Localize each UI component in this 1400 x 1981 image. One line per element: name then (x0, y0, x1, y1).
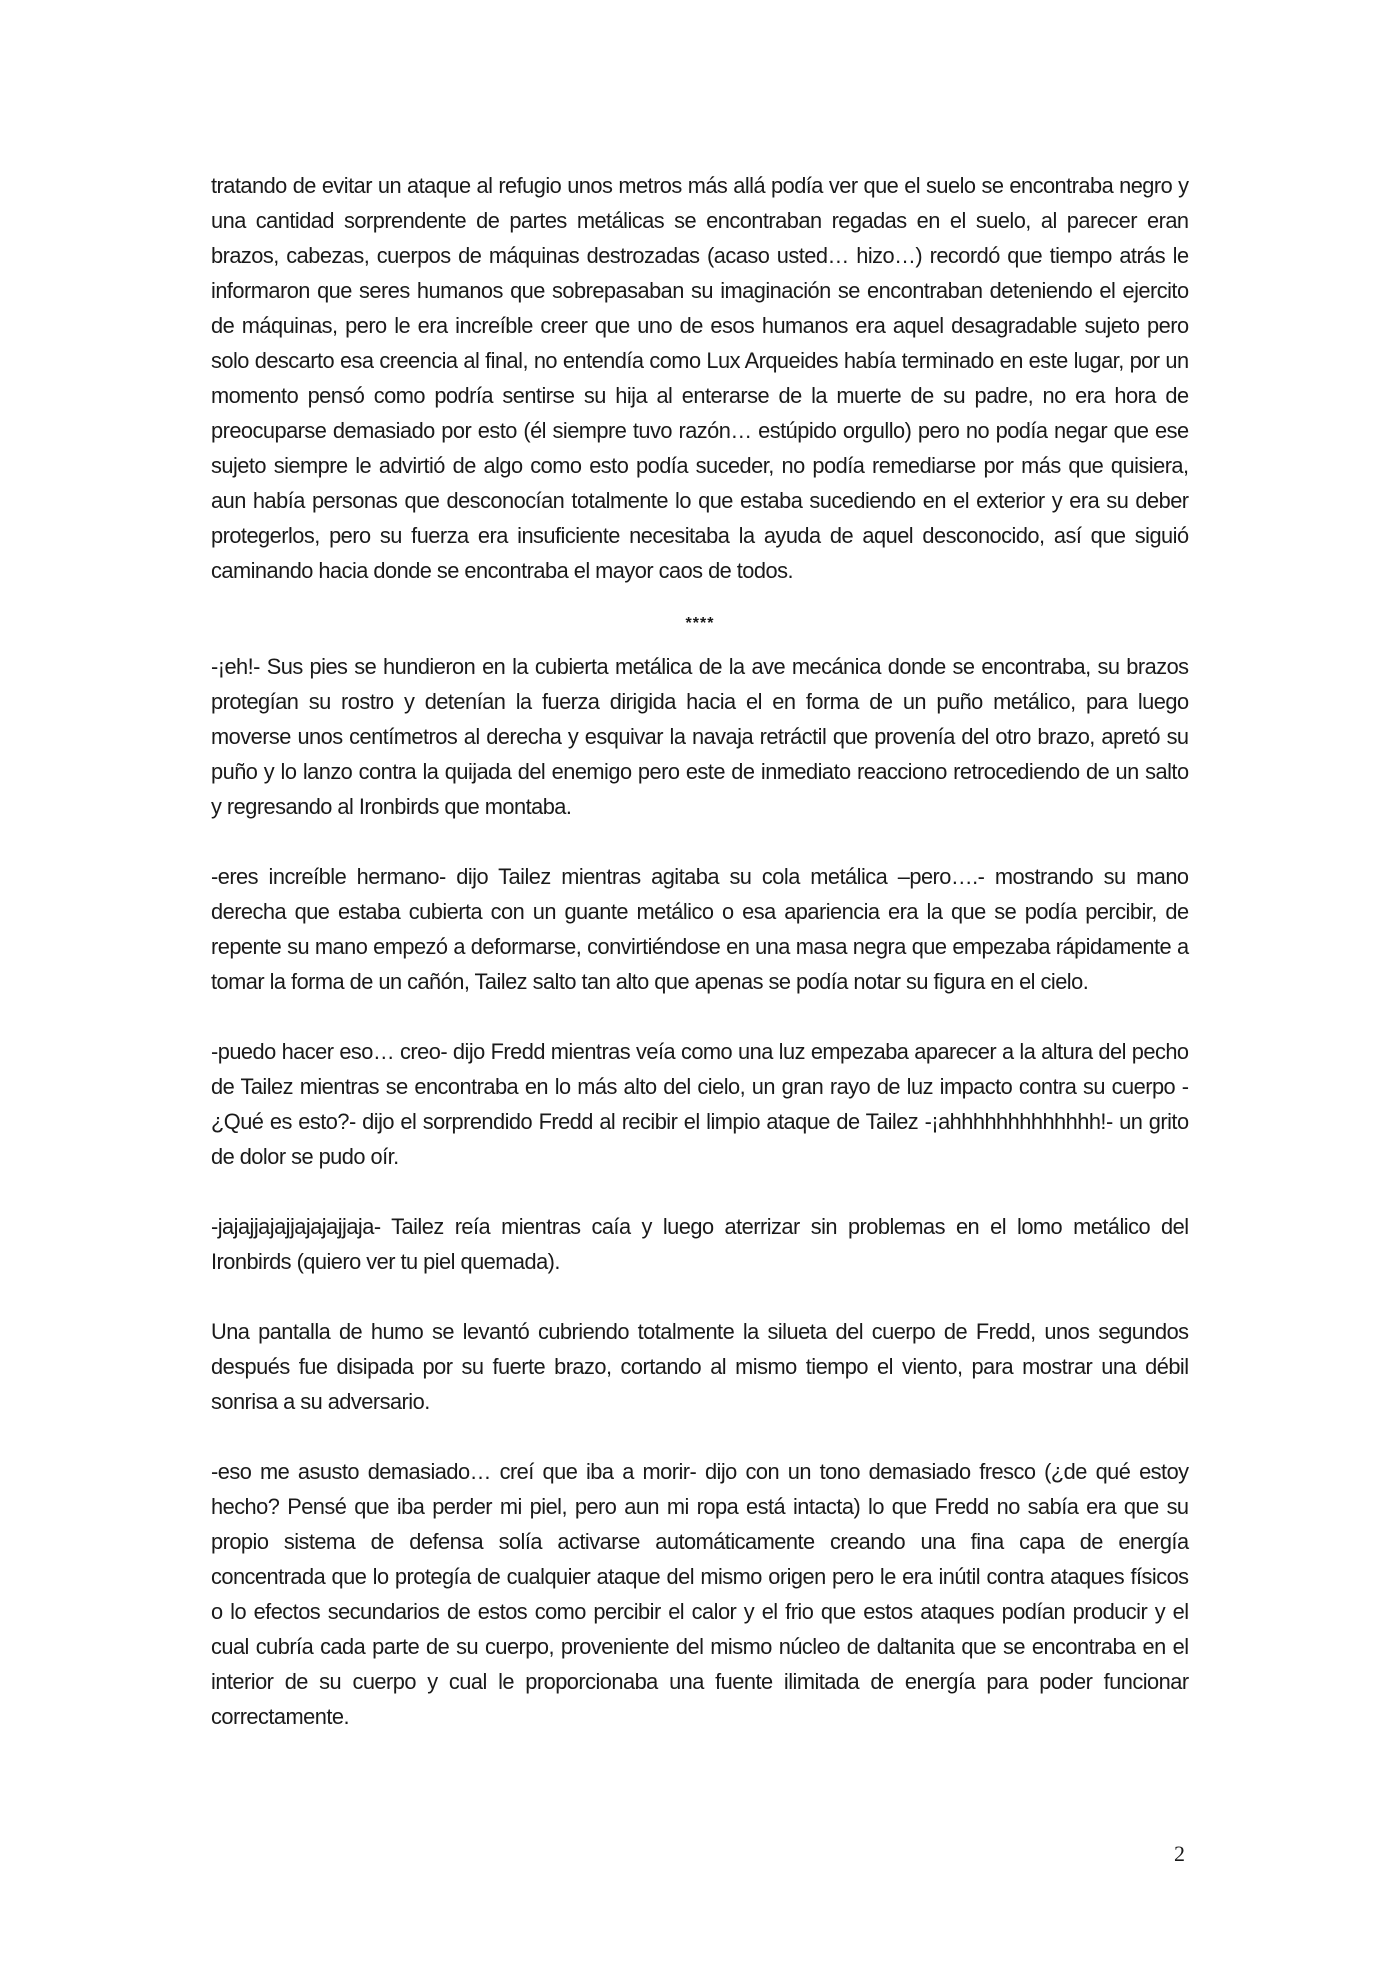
paragraph-defense-system: -eso me asusto demasiado… creí que iba a morir- dijo con un tono demasiado fresco (¿de qué estoy hecho? Pensé que iba perder mi piel, pero aun mi ropa está intacta) lo que Fredd no sabía era que su propio sistema de defensa solía activarse automáticamente creando una fina capa de energía concentrada que lo protegía de cualquier ataque del mismo origen pero le era inútil contra ataques físicos o lo efectos secundarios de estos como percibir el calor y el frio que estos ataques podían producir y el cual cubría cada parte de su cuerpo, proveniente del mismo núcleo de daltanita que se encontraba en el interior de su cuerpo y cual le proporcionaba una fuente ilimitada de energía para poder funcionar correctamente. (211, 1459, 1189, 1729)
document-body (211, 168, 1189, 1769)
paragraph-tailez-laughs: -jajajjajajjajajajjaja- Tailez reía mientras caía y luego aterrizar sin problemas en el lomo metálico del Ironbirds (quiero ver tu piel quemada). (211, 1214, 1189, 1274)
section-separator: **** (685, 615, 715, 632)
paragraph-light-beam: -puedo hacer eso… creo- dijo Fredd mientras veía como una luz empezaba aparecer a la altura del pecho de Tailez mientras se encontraba en lo más alto del cielo, un gran rayo de luz impacto contra su cuerpo -¿Qué es esto?- dijo el sorprendido Fredd al recibir el limpio ataque de Tailez -¡ahhhhhhhhhhhhh!- un grito de dolor se pudo oír. (211, 1039, 1189, 1169)
paragraph-tailez-cannon: -eres increíble hermano- dijo Tailez mientras agitaba su cola metálica –pero….- mostrando su mano derecha que estaba cubierta con un guante metálico o esa apariencia era la que se podía percibir, de repente su mano empezó a deformarse, convirtiéndose en una masa negra que empezaba rápidamente a tomar la forma de un cañón, Tailez salto tan alto que apenas se podía notar su figura en el cielo. (211, 864, 1189, 994)
paragraph-narration-refuge: tratando de evitar un ataque al refugio unos metros más allá podía ver que el suelo se encontraba negro y una cantidad sorprendente de partes metálicas se encontraban regadas en el suelo, al parecer eran brazos, cabezas, cuerpos de máquinas destrozadas (acaso usted… hizo…) recordó que tiempo atrás le informaron que seres humanos que sobrepasaban su imaginación se encontraban deteniendo el ejercito de máquinas, pero le era increíble creer que uno de esos humanos era aquel desagradable sujeto pero solo descarto esa creencia al final, no entendía como Lux Arqueides había terminado en este lugar, por un momento pensó como podría sentirse su hija al enterarse de la muerte de su padre, no era hora de preocuparse demasiado por esto (él siempre tuvo razón… estúpido orgullo) pero no podía negar que ese sujeto siempre le advirtió de algo como esto podía suceder, no podía remediarse por más que quisiera, aun había personas que desconocían totalmente lo que estaba sucediendo en el exterior y era su deber protegerlos, pero su fuerza era insuficiente necesitaba la ayuda de aquel desconocido, así que siguió caminando hacia donde se encontraba el mayor caos de todos. (211, 173, 1189, 583)
paragraph-fight-start: -¡eh!- Sus pies se hundieron en la cubierta metálica de la ave mecánica donde se encontraba, su brazos protegían su rostro y detenían la fuerza dirigida hacia el en forma de un puño metálico, para luego moverse unos centímetros al derecha y esquivar la navaja retráctil que provenía del otro brazo, apretó su puño y lo lanzo contra la quijada del enemigo pero este de inmediato reacciono retrocediendo de un salto y regresando al Ironbirds que montaba. (211, 654, 1189, 819)
paragraph-smoke-screen: Una pantalla de humo se levantó cubriendo totalmente la silueta del cuerpo de Fredd, unos segundos después fue disipada por su fuerte brazo, cortando al mismo tiempo el viento, para mostrar una débil sonrisa a su adversario. (211, 1319, 1189, 1414)
page-number: 2 (1174, 1841, 1185, 1866)
